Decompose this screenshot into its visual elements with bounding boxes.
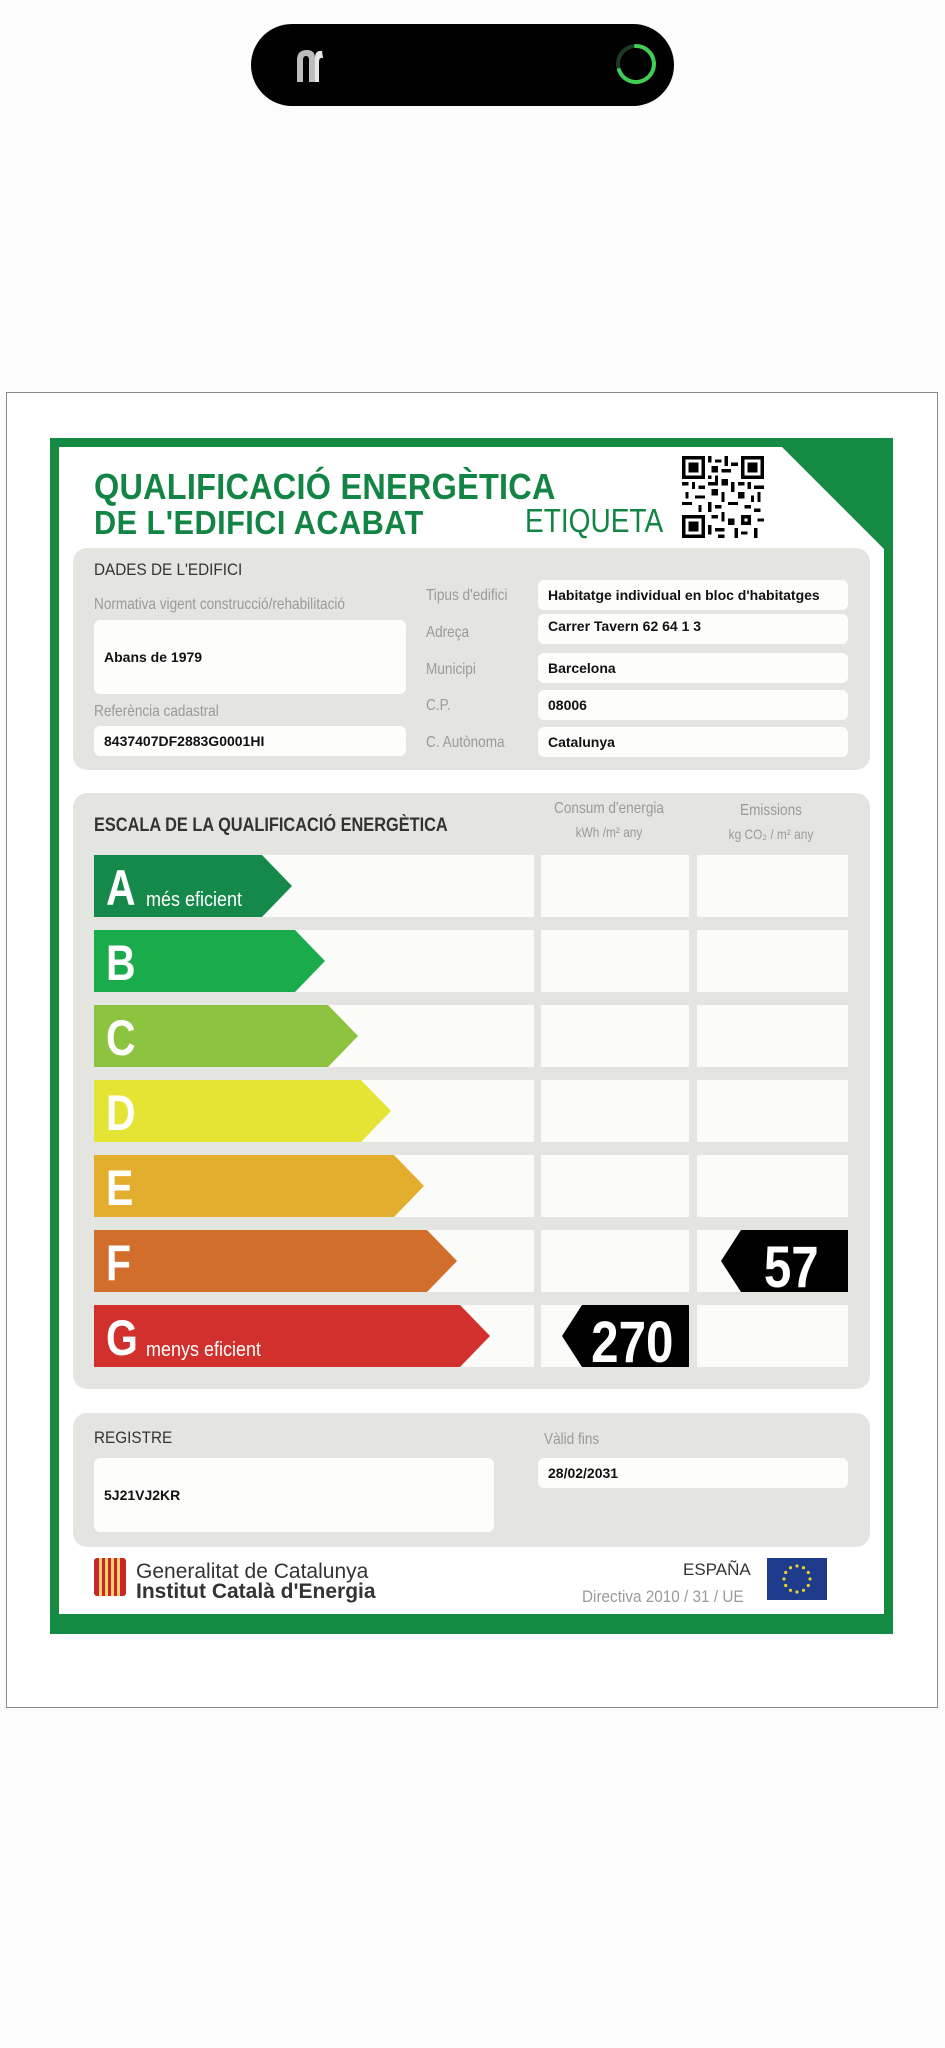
emissions-badge-value: 57 xyxy=(763,1235,819,1300)
label-title-line2: DE L'EDIFICI ACABAT xyxy=(94,504,424,541)
eu-star-icon xyxy=(795,1590,798,1593)
regulation-label: Normativa vigent construcció/rehabilitació xyxy=(94,596,345,613)
eu-flag-icon xyxy=(767,1558,827,1600)
cadastral-field: 8437407DF2883G0001HI xyxy=(94,726,406,756)
rating-descriptor: més eficient xyxy=(146,889,243,911)
rating-arrow-d xyxy=(94,1080,391,1142)
consumption-badge-value: 270 xyxy=(591,1310,674,1375)
eu-star-icon xyxy=(802,1566,805,1569)
municipality-label: Municipi xyxy=(426,661,476,678)
emissions-header: Emissions xyxy=(740,802,802,819)
emissions-badge xyxy=(721,1230,848,1300)
rating-arrow-c xyxy=(94,1005,358,1067)
emissions-cell xyxy=(697,1080,848,1142)
consumption-header: Consum d'energia xyxy=(554,800,664,817)
rating-letter: D xyxy=(106,1085,136,1141)
emissions-cell xyxy=(697,855,848,917)
label-tag: ETIQUETA xyxy=(525,502,664,539)
building-section-title: DADES DE L'EDIFICI xyxy=(94,560,243,579)
building-type-label: Tipus d'edifici xyxy=(426,587,508,604)
eu-star-icon xyxy=(807,1584,810,1587)
consumption-cell xyxy=(541,855,689,917)
eu-star-icon xyxy=(802,1589,805,1592)
emissions-cell xyxy=(697,930,848,992)
region-label: C. Autònoma xyxy=(426,734,505,751)
rating-arrow-g xyxy=(94,1305,490,1367)
eu-star-icon xyxy=(807,1571,810,1574)
loading-ring-icon xyxy=(614,42,658,86)
address-label: Adreça xyxy=(426,624,470,641)
rating-letter: C xyxy=(106,1010,136,1066)
consumption-cell xyxy=(541,1005,689,1067)
status-pill xyxy=(251,24,674,106)
eu-star-icon xyxy=(789,1589,792,1592)
municipality-field: Barcelona xyxy=(538,653,848,683)
eu-star-icon xyxy=(789,1566,792,1569)
emissions-cell xyxy=(697,1005,848,1067)
rating-letter: E xyxy=(106,1160,134,1216)
generalitat-logo-icon xyxy=(94,1558,126,1596)
building-type-field: Habitatge individual en bloc d'habitatges xyxy=(538,580,848,610)
rating-letter: A xyxy=(106,860,136,916)
scale-title: ESCALA DE LA QUALIFICACIÓ ENERGÈTICA xyxy=(94,815,448,836)
rating-arrow-b xyxy=(94,930,325,992)
consumption-cell xyxy=(541,1230,689,1292)
rating-letter: B xyxy=(106,935,136,991)
rating-arrow-a xyxy=(94,855,292,917)
label-title-line1: QUALIFICACIÓ ENERGÈTICA xyxy=(94,466,556,507)
eu-star-icon xyxy=(782,1577,785,1580)
consumption-cell xyxy=(541,930,689,992)
consumption-cell xyxy=(541,1155,689,1217)
eu-star-icon xyxy=(795,1564,798,1567)
rating-descriptor: menys eficient xyxy=(146,1339,262,1361)
consumption-cell xyxy=(541,1080,689,1142)
rating-letter: F xyxy=(106,1235,132,1291)
rating-letter: G xyxy=(106,1310,138,1366)
directive-label: Directiva 2010 / 31 / UE xyxy=(582,1587,744,1606)
valid-until-field: 28/02/2031 xyxy=(538,1458,848,1488)
emissions-cell xyxy=(697,1155,848,1217)
valid-until-label: Vàlid fins xyxy=(544,1431,600,1448)
postal-code-label: C.P. xyxy=(426,697,451,714)
country-label: ESPAÑA xyxy=(683,1560,751,1579)
postal-code-field: 08006 xyxy=(538,690,848,720)
eu-star-icon xyxy=(784,1571,787,1574)
label-corner-triangle xyxy=(782,447,884,549)
eu-star-icon xyxy=(808,1577,811,1580)
qr-code-icon xyxy=(682,456,764,538)
registry-label: REGISTRE xyxy=(94,1428,173,1447)
regulation-field: Abans de 1979 xyxy=(94,620,406,694)
eu-star-icon xyxy=(784,1584,787,1587)
consumption-badge xyxy=(562,1305,689,1375)
consumption-unit: kWh /m² any xyxy=(575,824,643,840)
rating-arrow-f xyxy=(94,1230,457,1292)
emissions-cell xyxy=(697,1305,848,1367)
institute-name: Institut Català d'Energia xyxy=(136,1580,376,1603)
address-field: Carrer Tavern 62 64 1 3 xyxy=(538,614,848,644)
region-field: Catalunya xyxy=(538,727,848,757)
emissions-unit: kg CO₂ / m² any xyxy=(728,826,814,842)
registry-field: 5J21VJ2KR xyxy=(94,1458,494,1532)
app-logo-icon xyxy=(289,46,329,86)
rating-arrow-e xyxy=(94,1155,424,1217)
cadastral-label: Referència cadastral xyxy=(94,703,219,720)
generalitat-name: Generalitat de Catalunya xyxy=(136,1560,369,1583)
